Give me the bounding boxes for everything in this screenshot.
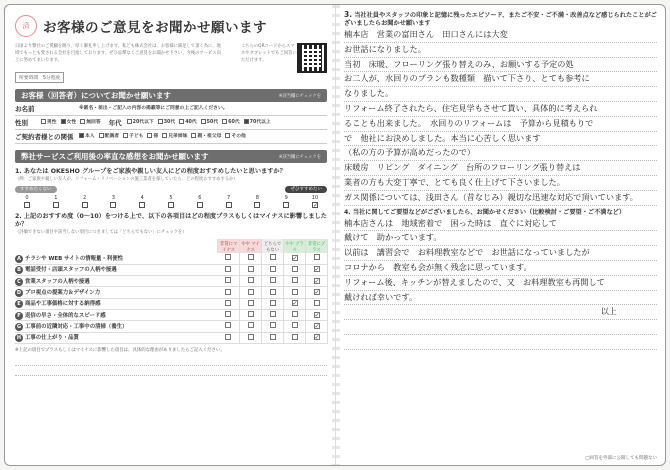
checkbox-icon[interactable] [244, 119, 249, 124]
rating-cell[interactable] [306, 264, 328, 275]
checkbox-icon[interactable] [225, 254, 231, 260]
checkbox-icon[interactable] [79, 133, 84, 138]
answer-3-line-3: お二人が、水回りのプランも数種類 描いて下さり、とても参考に [344, 72, 657, 87]
scale-value: 6 [198, 195, 202, 201]
answer-4-line-0: 楠本店さんは 地域密着で 困った時は 直ぐに対応して [344, 217, 657, 232]
rating-cell[interactable] [218, 276, 240, 287]
rating-table-header [15, 239, 328, 253]
checkbox-icon[interactable] [248, 311, 254, 317]
rating-table-body [15, 253, 328, 343]
item-letter-icon: D [16, 290, 22, 297]
checkbox-icon[interactable] [292, 277, 298, 283]
checkbox-icon[interactable]: ✓ [314, 289, 320, 297]
checkbox-icon[interactable] [162, 133, 167, 138]
rating-cell[interactable] [240, 253, 262, 264]
qr-text: こちらのQRコードからスマホやタブレットでもご回答いただけます。 [241, 44, 297, 63]
publish-consent[interactable] [585, 455, 657, 461]
checkbox-icon[interactable] [248, 254, 254, 260]
scale-cell-10[interactable] [303, 195, 327, 208]
rating-cell[interactable] [218, 298, 240, 309]
scale-cell-7[interactable] [217, 195, 241, 208]
checkbox-icon[interactable] [270, 300, 276, 306]
rating-row [15, 321, 328, 332]
age-option-label: 30代 [163, 120, 176, 125]
scale-value: 0 [25, 195, 29, 201]
checkbox-icon[interactable] [292, 322, 298, 328]
relation-option-label: 孫 [153, 134, 159, 139]
checkbox-icon[interactable] [41, 119, 46, 124]
rating-cell[interactable] [306, 276, 328, 287]
relation-label: ご契約者様との関係 [15, 133, 74, 141]
relation-option-label: その他 [231, 134, 246, 139]
checkbox-icon[interactable] [197, 202, 203, 208]
rating-row-label [15, 287, 218, 298]
relation-option-3[interactable] [147, 133, 158, 140]
question-4-number: 4. [344, 208, 351, 216]
rating-column-2: どちらでもない [262, 239, 284, 253]
answer-3-line-10: 業者の方も大変丁寧で、とても良く仕上げて下さいました。 [344, 176, 657, 191]
checkbox-icon[interactable] [191, 133, 196, 138]
checkbox-icon[interactable] [314, 300, 320, 306]
answer-3-line-1: お世話になりました。 [344, 43, 657, 58]
section-customer-header [15, 89, 327, 102]
checkbox-icon[interactable]: ✓ [314, 334, 320, 342]
age-label: 年代 [108, 119, 122, 127]
answer-4-line-2: 以前は 講習会で お料理教室などで お世話になっていましたが [344, 246, 657, 261]
relation-option-0[interactable] [79, 133, 95, 140]
rating-cell[interactable] [262, 276, 284, 287]
signature: 以上 [344, 305, 657, 320]
rating-row [15, 298, 328, 309]
scale-value: 4 [140, 195, 144, 201]
rating-row-label [15, 253, 218, 264]
blank-line[interactable] [344, 320, 657, 335]
rating-cell[interactable] [306, 309, 328, 320]
answer-3-line-9: 床暖房 リビング ダイニング 台所のフローリング張り替えは [344, 161, 657, 176]
checkbox-icon[interactable] [147, 133, 152, 138]
checkbox-icon[interactable] [99, 133, 104, 138]
item-letter-icon: B [15, 266, 23, 274]
answer-3-line-8: （私の方の予算が高めだったので） [344, 146, 657, 161]
left-column [5, 5, 336, 466]
name-label: お名前 [15, 105, 35, 113]
checkbox-icon[interactable] [201, 119, 206, 124]
question-3-answer[interactable] [344, 28, 657, 206]
question-4 [344, 209, 657, 217]
question-4-title: 当社に関してご要望などがございましたら、お聞かせください（比較検討・ご要望・ご不満など） [352, 208, 626, 216]
rating-cell[interactable] [262, 253, 284, 264]
checkbox-icon[interactable] [225, 277, 231, 283]
answer-3-line-2: 当初 床暖、フローリング張り替えのみ、お願いする予定の処 [344, 58, 657, 73]
checkbox-icon[interactable] [270, 266, 276, 272]
answer-4-line-3: コロナから 教室も会が無く残念に思っています。 [344, 261, 657, 276]
rating-cell[interactable] [262, 264, 284, 275]
relation-option-label: 本人 [85, 134, 95, 139]
checkbox-icon[interactable] [53, 202, 59, 208]
scale-cell-6[interactable] [188, 195, 212, 208]
checkbox-icon[interactable] [314, 254, 320, 260]
age-option-2[interactable] [179, 119, 196, 126]
checkbox-icon[interactable]: ✓ [292, 300, 298, 308]
question-2-comment-lines[interactable] [15, 356, 327, 376]
answer-3-line-0: 楠本店 営業の富田さん 田口さんには大変 [344, 28, 657, 43]
rating-cell[interactable] [306, 332, 328, 343]
rating-row-label [15, 309, 218, 320]
answer-4-line-1: 戴けて 助かっています。 [344, 231, 657, 246]
scale-value: 8 [255, 195, 259, 201]
rating-row [15, 287, 328, 298]
scale-value: 7 [226, 195, 231, 201]
rating-cell[interactable] [240, 332, 262, 343]
item-label: 営業スタッフの人柄や接遇 [25, 278, 90, 285]
question-1-text: 1. あなたは OKESHO グループをご家族や親しい友人にどの程度おすすめしたいと思いますか？ [15, 168, 286, 175]
gender-label: 性別 [15, 119, 28, 127]
rating-column-3: やや プラス [284, 239, 306, 253]
rating-column-1: やや マイナス [240, 239, 262, 253]
age-option-5[interactable] [244, 119, 271, 126]
relation-option-4[interactable] [162, 133, 187, 140]
rating-cell[interactable] [306, 287, 328, 298]
rating-cell[interactable] [240, 264, 262, 275]
checkbox-icon[interactable] [270, 322, 276, 328]
scale-value: 2 [83, 195, 87, 201]
rating-cell[interactable] [218, 321, 240, 332]
answer-3-line-11: ガス関係については、浅田さん（昔なじみ）親切な迅速な対応で頂いています。 [344, 191, 657, 206]
rating-row-label [15, 298, 218, 309]
rating-row [15, 253, 328, 264]
rating-cell[interactable] [240, 276, 262, 287]
age-option-label: 40代 [185, 120, 197, 125]
answer-3-line-7: で 他社にお決めしました。本当に心苦しく思います [344, 132, 657, 147]
checkbox-icon[interactable] [222, 119, 227, 124]
age-option-3[interactable] [201, 119, 218, 126]
item-label: プロ視点の提案力＆デザイン力 [25, 290, 101, 297]
relation-option-1[interactable] [99, 133, 119, 140]
name-field[interactable] [15, 102, 327, 116]
relation-options[interactable] [79, 133, 250, 140]
rating-cell[interactable] [218, 253, 240, 264]
rating-cell[interactable] [218, 264, 240, 275]
question-3 [344, 11, 657, 28]
checkbox-icon[interactable] [292, 334, 298, 340]
rating-cell[interactable] [284, 253, 306, 264]
rating-cell[interactable] [218, 332, 240, 343]
item-letter-icon: F [15, 312, 23, 320]
gender-option-2[interactable] [80, 119, 100, 126]
section-customer-title: お客様（回答者）についてお聞かせ願います [21, 91, 171, 100]
gender-option-label: 女性 [66, 120, 77, 125]
question-2-note: ※上記の項目でプラスもしくはマイナスに影響した項目は、具体的な理由がありましたらご記入ください。 [15, 347, 225, 353]
relation-option-6[interactable] [225, 133, 245, 140]
blank-line[interactable] [344, 335, 657, 350]
rating-cell[interactable] [240, 309, 262, 320]
rating-row-label [15, 276, 218, 287]
rating-cell[interactable] [284, 309, 306, 320]
checkbox-icon[interactable] [123, 133, 128, 138]
rating-row [15, 332, 328, 343]
rating-cell[interactable] [240, 287, 262, 298]
publish-consent-label: □回答を外部に公開しても問題ない [585, 456, 657, 461]
rating-table [15, 239, 328, 344]
rating-cell[interactable] [262, 298, 284, 309]
checkbox-icon[interactable] [248, 334, 254, 340]
recommend-scale[interactable] [15, 195, 327, 208]
gender-age-field [15, 116, 327, 130]
checkbox-icon[interactable] [270, 289, 276, 295]
checkbox-icon[interactable] [248, 322, 254, 328]
item-letter-icon: A [15, 255, 23, 263]
section-service-note: ※該当欄にチェックを [278, 154, 321, 160]
checkbox-icon[interactable]: ✓ [312, 202, 318, 209]
checkbox-icon[interactable] [110, 202, 116, 208]
checkbox-icon[interactable] [225, 266, 231, 272]
question-2-sub: （評価できない項目や該当しない項目につきましては「どちらでもない」にチェックを） [15, 230, 187, 235]
scale-cell-5[interactable] [159, 195, 183, 208]
intro-block [15, 43, 327, 83]
gender-options[interactable] [41, 119, 105, 126]
age-options[interactable] [127, 119, 275, 126]
scale-low-label: すすめたくない [15, 186, 57, 193]
checkbox-icon[interactable] [179, 119, 184, 124]
rating-row [15, 309, 328, 320]
checkbox-icon[interactable] [270, 334, 276, 340]
checkbox-icon[interactable]: ✓ [314, 277, 320, 285]
rating-cell[interactable] [262, 287, 284, 298]
checkbox-icon[interactable] [80, 119, 85, 124]
section-service-header [15, 150, 327, 163]
checkbox-icon[interactable] [225, 289, 231, 295]
age-option-1[interactable] [158, 119, 175, 126]
scale-value: 1 [54, 195, 58, 201]
gender-option-0[interactable] [41, 119, 57, 126]
answer-3-line-5: リフォーム終了されたら、住宅見学もさせて貰い、具体的に考えられ [344, 102, 657, 117]
checkbox-icon[interactable] [168, 202, 174, 208]
checkbox-icon[interactable] [292, 289, 298, 295]
question-4-answer[interactable] [344, 217, 657, 306]
gender-option-label: 無回答 [86, 120, 101, 125]
checkbox-icon[interactable] [61, 119, 66, 124]
rating-cell[interactable] [240, 321, 262, 332]
scale-value: 10 [311, 195, 319, 201]
rating-cell[interactable] [284, 264, 306, 275]
right-column [336, 5, 666, 466]
rating-row-label [15, 332, 218, 343]
item-label: 電話受付・店頭スタッフの人柄や接遇 [25, 267, 117, 274]
rating-cell[interactable] [284, 287, 306, 298]
scale-cell-8[interactable] [245, 195, 269, 208]
scale-cell-2[interactable] [73, 195, 97, 208]
question-2-text: 2. 上記のおすすめ度（0〜10）をつける上で、以下の各項目はどの程度プラスもしくはマイナスに影響しましたか？ [15, 213, 327, 228]
item-label: 商品や工事価格に対する納得感 [25, 301, 101, 308]
section-service-title: 弊社サービスご利用後の率直な感想をお聞かせ願います [21, 152, 209, 161]
rating-cell[interactable] [284, 276, 306, 287]
checkbox-icon[interactable] [248, 300, 254, 306]
header [15, 11, 327, 41]
checkbox-icon[interactable] [248, 277, 254, 283]
relation-option-label: 親・祖父母 [197, 134, 222, 139]
item-label: 返信の早さ・全体的なスピード感 [25, 312, 106, 319]
scale-value: 5 [169, 195, 173, 201]
answer-4-line-5: 戴ければ幸いです。 [344, 291, 657, 306]
rating-cell[interactable] [284, 332, 306, 343]
question-3-title: 当社社員やスタッフの印象と記憶に残ったエピソード、またご不安・ご不満・改善点など感じられたことがございましたらお聞かせ願います [344, 12, 657, 27]
checkbox-icon[interactable] [248, 289, 254, 295]
checkbox-icon[interactable] [127, 119, 132, 124]
rating-row [15, 276, 328, 287]
checkbox-icon[interactable] [24, 202, 30, 208]
duration-badge: 所要時間 5分程度 [15, 72, 64, 83]
checkbox-icon[interactable] [292, 311, 298, 317]
age-option-label: 60代 [228, 120, 240, 125]
checkbox-icon[interactable] [139, 202, 145, 208]
age-option-label: 20代以下 [132, 120, 154, 125]
checkbox-icon[interactable] [254, 202, 260, 208]
item-letter-icon: G [16, 323, 22, 330]
scale-cell-4[interactable] [130, 195, 154, 208]
qr-block [241, 43, 327, 83]
recommend-scale-legend [15, 186, 327, 193]
answer-3-line-6: ることも出来ました。 水回りのリフォームは 予算から見積もりで [344, 117, 657, 132]
rating-cell[interactable] [218, 287, 240, 298]
name-notes: ※匿名・差出・ご記入の内容の掲載等にご同意の上ご記入ください。 [79, 106, 228, 111]
rating-cell[interactable] [262, 309, 284, 320]
checkbox-icon[interactable]: ✓ [314, 311, 320, 319]
item-letter-icon: H [16, 335, 22, 342]
checkbox-icon[interactable] [270, 254, 276, 260]
scale-value: 3 [111, 195, 115, 201]
checkbox-icon[interactable] [158, 119, 163, 124]
section-customer-note: ※該当欄にチェックを [278, 93, 321, 99]
relation-option-label: 配偶者 [104, 134, 120, 139]
checkbox-icon[interactable]: ✓ [314, 322, 320, 330]
gender-option-1[interactable] [61, 119, 77, 126]
age-option-4[interactable] [222, 119, 239, 126]
rating-row-label [15, 264, 218, 275]
rating-row-label [15, 321, 218, 332]
intro-text: 日頃より弊社のご愛顧を賜り、厚く御礼申し上げます。私ども株式会社は、お客様に満足して頂く為に、地域でもっとも愛される会社を目指しております。ぜひ忌憚なくご意見をお聞かせ下さい。今後のサービス向上に努めてまいります。 [15, 44, 221, 63]
scale-cell-9[interactable] [274, 195, 298, 208]
item-label: 工事の仕上がり・品質 [25, 335, 79, 342]
scale-cell-0[interactable] [15, 195, 39, 208]
item-letter-icon: E [15, 300, 23, 308]
rating-cell[interactable] [262, 321, 284, 332]
rating-cell[interactable] [306, 298, 328, 309]
item-label: 工事前の近隣対応・工事中の清掃（養生） [25, 323, 128, 330]
answer-4-line-4: リフォーム後、キッチンが替えましたので、又 お料理教室も再開して [344, 276, 657, 291]
rating-cell[interactable] [284, 321, 306, 332]
rating-cell[interactable] [306, 253, 328, 264]
relation-option-label: 子ども [129, 134, 144, 139]
rating-cell[interactable] [284, 298, 306, 309]
checkbox-icon[interactable] [225, 334, 231, 340]
checkbox-icon[interactable] [248, 266, 254, 272]
question-3-number: 3. [344, 10, 353, 19]
checkbox-icon[interactable] [226, 202, 232, 208]
rating-row [15, 264, 328, 275]
gender-option-label: 男性 [47, 120, 57, 125]
question-1-sub: （例：ご家族や親しい友人が、リフォーム・リノベーションの施工業者を探していたら、どの程度おすすめするか） [15, 177, 238, 182]
checkbox-icon[interactable] [270, 277, 276, 283]
checkbox-icon[interactable] [82, 202, 88, 208]
checkbox-icon[interactable] [225, 311, 231, 317]
checkbox-icon[interactable]: ✓ [292, 254, 298, 262]
rating-cell[interactable] [306, 321, 328, 332]
checkbox-icon[interactable] [225, 300, 231, 306]
item-label: チラシや WEB サイトの情報量・利便性 [25, 255, 123, 262]
scale-value: 9 [284, 195, 288, 201]
relation-field [15, 130, 327, 144]
rating-cell[interactable] [240, 298, 262, 309]
rating-cell[interactable] [262, 332, 284, 343]
rating-column-0: 非常にマイナス [218, 239, 240, 253]
age-option-label: 50代 [206, 120, 219, 125]
relation-option-2[interactable] [123, 133, 143, 140]
scale-cell-3[interactable] [101, 195, 125, 208]
qr-code-icon[interactable] [297, 43, 327, 73]
relation-option-5[interactable] [191, 133, 221, 140]
rating-cell[interactable] [218, 309, 240, 320]
completed-stamp: 済 [15, 15, 37, 37]
checkbox-icon[interactable] [270, 311, 276, 317]
answer-3-line-4: なりました。 [344, 87, 657, 102]
scale-cell-1[interactable] [44, 195, 68, 208]
age-option-label: 70代以上 [249, 120, 271, 125]
age-option-0[interactable] [127, 119, 154, 126]
checkbox-icon[interactable] [225, 322, 231, 328]
checkbox-icon[interactable]: ✓ [314, 266, 320, 274]
question-1 [15, 168, 327, 184]
rating-column-4: 非常にプラス [306, 239, 328, 253]
scale-high-label: ぜひすすめたい [285, 186, 327, 193]
checkbox-icon[interactable] [283, 202, 289, 208]
checkbox-icon[interactable] [225, 133, 230, 138]
page-title: お客様のご意見をお聞かせ願います [43, 20, 267, 36]
item-letter-icon: C [15, 278, 23, 286]
relation-option-label: 兄弟姉妹 [168, 134, 188, 139]
question-2 [15, 213, 327, 237]
checkbox-icon[interactable] [292, 266, 298, 272]
survey-sheet [4, 4, 666, 466]
